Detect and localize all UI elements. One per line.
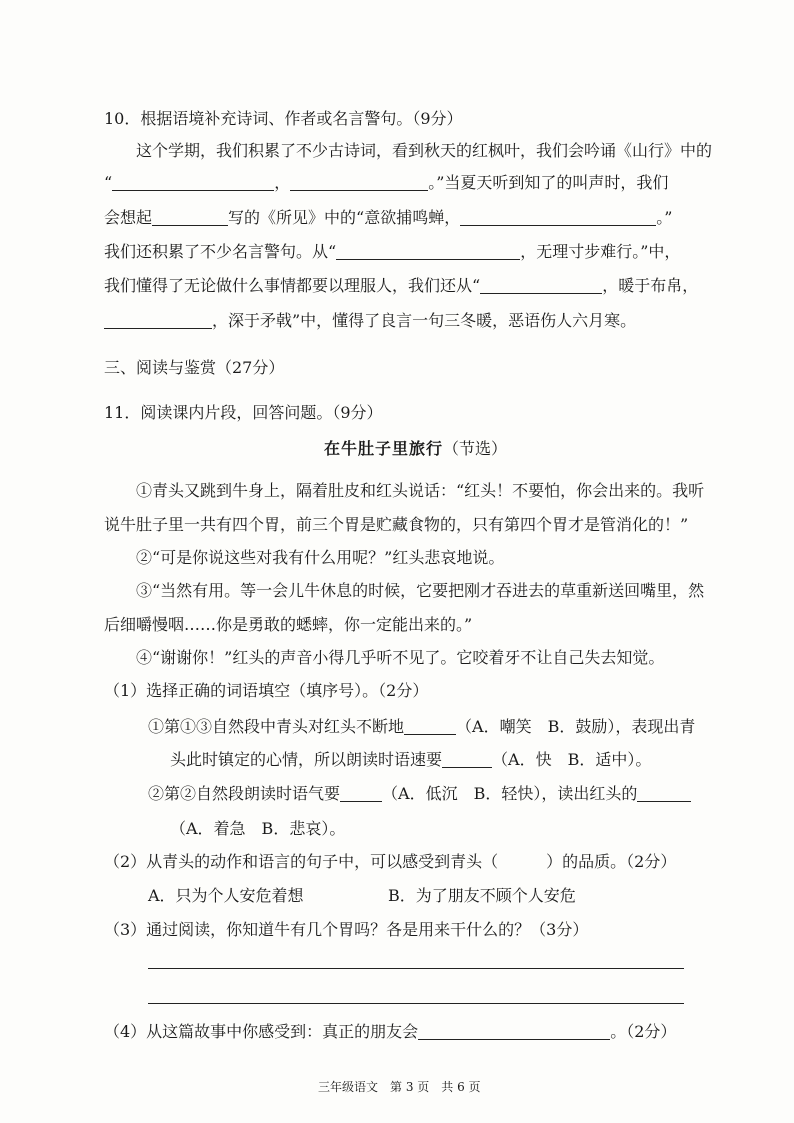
subquestion-4-heading: （4）从这篇故事中你感受到：真正的朋友会 。（2分） (104, 1022, 677, 1041)
subquestion-1-a-line-1: ①第①③自然段中青头对红头不断地 （A．嘲笑 B．鼓励），表现出青 (148, 717, 696, 736)
answer-blank[interactable] (637, 785, 691, 802)
answer-blank[interactable] (336, 243, 520, 260)
answer-blank[interactable] (104, 312, 212, 329)
subquestion-1-heading: （1）选择正确的词语填空（填序号）。（2分） (104, 681, 429, 700)
answer-blank[interactable] (290, 174, 428, 191)
answer-blank[interactable] (480, 277, 602, 294)
answer-blank[interactable] (404, 718, 456, 735)
answer-blank[interactable] (460, 209, 656, 226)
subquestion-3-heading: （3）通过阅读，你知道牛有几个胃吗？各是用来干什么的？（3分） (104, 920, 589, 939)
subquestion-1-b-line-2: （A．着急 B．悲哀）。 (170, 819, 346, 838)
q10-line-6: ，深于矛戟”中，懂得了良言一句三冬暖，恶语伤人六月寒。 (104, 310, 636, 332)
q10-heading: 10．根据语境补充诗词、作者或名言警句。（9分） (104, 109, 463, 128)
q10-line-1: 这个学期，我们积累了不少古诗词，看到秋天的红枫叶，我们会吟诵《山行》中的 (136, 141, 713, 160)
answer-blank[interactable] (340, 785, 382, 802)
answer-line[interactable] (148, 968, 684, 969)
answer-line[interactable] (148, 1003, 684, 1004)
subquestion-1-b-line-1: ②第②自然段朗读时语气要 （A．低沉 B．轻快），读出红头的 (148, 783, 691, 805)
passage-title: 在牛肚子里旅行（节选） (324, 439, 508, 458)
answer-blank[interactable] (152, 209, 228, 226)
q10-line-4: 我们还积累了不少名言警句。从“ ，无理寸步难行。”中， (104, 242, 681, 261)
subquestion-1-a-line-2: 头此时镇定的心情，所以朗读时语速要 （A．快 B．适中）。 (170, 750, 652, 769)
passage-paragraph-1: ①青头又跳到牛身上，隔着肚皮和红头说话：“红头！不要怕，你会出来的。我听 (136, 481, 705, 500)
subquestion-2-option-b[interactable]: B．为了朋友不顾个人安危 (388, 886, 576, 905)
passage-paragraph-4: ④“谢谢你！”红头的声音小得几乎听不见了。它咬着牙不让自己失去知觉。 (136, 648, 665, 667)
q10-line-3: 会想起 写的《所见》中的“意欲捕鸣蝉， 。” (104, 208, 673, 227)
subquestion-2-option-a[interactable]: A．只为个人安危着想 (148, 886, 304, 905)
q10-line-2: “ ， 。”当夏天听到知了的叫声时，我们 (104, 173, 669, 192)
q11-heading: 11．阅读课内片段，回答问题。（9分） (104, 403, 383, 422)
answer-blank[interactable] (418, 1023, 610, 1040)
answer-blank[interactable] (442, 751, 492, 768)
passage-paragraph-3-cont: 后细嚼慢咽……你是勇敢的蟋蟀，你一定能出来的。” (104, 615, 473, 634)
page-footer: 三年级语文 第 3 页 共 6 页 (318, 1080, 481, 1094)
section-3-heading: 三、阅读与鉴赏（27分） (104, 358, 285, 377)
q10-line-5: 我们懂得了无论做什么事情都要以理服人，我们还从“ ，暖于布帛， (104, 276, 699, 295)
passage-paragraph-1-cont: 说牛肚子里一共有四个胃，前三个胃是贮藏食物的，只有第四个胃才是管消化的！” (104, 515, 689, 534)
subquestion-2-heading: （2）从青头的动作和语言的句子中，可以感受到青头（ ）的品质。（2分） (104, 852, 677, 871)
passage-paragraph-2: ②“可是你说这些对我有什么用呢？”红头悲哀地说。 (136, 548, 505, 567)
answer-blank[interactable] (112, 174, 274, 191)
passage-paragraph-3: ③“当然有用。等一会儿牛休息的时候，它要把刚才吞进去的草重新送回嘴里，然 (136, 581, 705, 600)
